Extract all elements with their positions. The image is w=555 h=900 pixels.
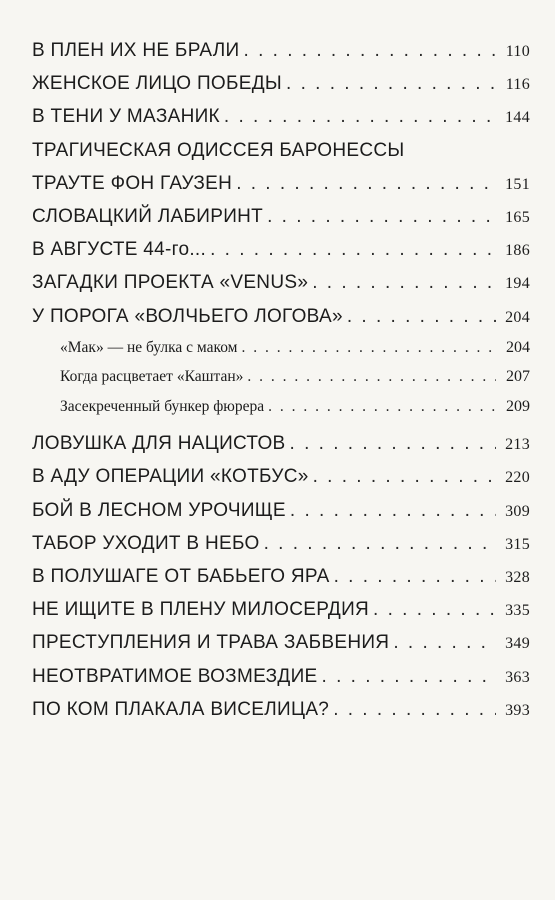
- dot-leader: [334, 560, 496, 593]
- dot-leader: [267, 200, 496, 233]
- toc-entry-title: В ПОЛУШАГЕ ОТ БАБЬЕГО ЯРА: [32, 565, 330, 587]
- toc-subentry: [32, 333, 530, 363]
- toc-entry-title: ЖЕНСКОЕ ЛИЦО ПОБЕДЫ: [32, 73, 283, 95]
- toc-entry: [32, 527, 530, 560]
- toc-entry-page: 309: [505, 502, 530, 520]
- toc-entry-title: В ТЕНИ У МАЗАНИК: [32, 106, 220, 128]
- toc-entry: [32, 693, 530, 726]
- toc-subentry-title: Когда расцветает «Каштан»: [60, 368, 244, 386]
- dot-leader: [312, 266, 496, 299]
- toc-entry: [32, 660, 530, 693]
- toc-entry-page: 186: [505, 242, 530, 260]
- toc-entry-page: 335: [505, 602, 530, 620]
- toc-entry-title: ПРЕСТУПЛЕНИЯ И ТРАВА ЗАБВЕНИЯ: [32, 632, 390, 654]
- toc-entry-title: ЗАГАДКИ ПРОЕКТА «VENUS»: [32, 272, 309, 294]
- toc-entry: [32, 626, 530, 659]
- toc-entry-title: ТРАУТЕ ФОН ГАУЗЕН: [32, 172, 233, 194]
- dot-leader: [236, 167, 496, 200]
- toc-entry-title: В ПЛЕН ИХ НЕ БРАЛИ: [32, 40, 240, 61]
- toc-entry-page: 213: [505, 436, 530, 454]
- toc-entry-title: ЛОВУШКА ДЛЯ НАЦИСТОВ: [32, 433, 286, 455]
- dot-leader: [247, 362, 496, 392]
- dot-leader: [264, 527, 496, 560]
- toc-subentry-title: Засекреченный бункер фюрера: [60, 397, 265, 415]
- toc-subentry-title: «Мак» — не булка с маком: [60, 338, 238, 356]
- toc-entry-page: 220: [505, 469, 530, 487]
- toc-subentry-page: 207: [506, 368, 530, 386]
- toc-entry-page: 349: [505, 635, 530, 653]
- dot-leader: [290, 494, 496, 527]
- dot-leader: [224, 100, 496, 133]
- toc-entry-page: 110: [505, 43, 530, 60]
- dot-leader: [290, 427, 496, 460]
- toc-subentry: [32, 362, 530, 392]
- toc-entry-title: ТРАГИЧЕСКАЯ ОДИССЕЯ БАРОНЕССЫ: [32, 139, 405, 161]
- dot-leader: [242, 333, 497, 363]
- toc-entry-title: СЛОВАЦКИЙ ЛАБИРИНТ: [32, 205, 264, 227]
- toc-entry-title: ПО КОМ ПЛАКАЛА ВИСЕЛИЦА?: [32, 698, 330, 720]
- toc-entry-page: 393: [505, 701, 530, 719]
- toc-entry-title: НЕОТВРАТИМОЕ ВОЗМЕЗДИЕ: [32, 665, 318, 687]
- toc-entry-page: 144: [505, 109, 530, 127]
- toc-entry-page: 194: [505, 275, 530, 293]
- dot-leader: [373, 593, 496, 626]
- toc-entry-title: НЕ ИЩИТЕ В ПЛЕНУ МИЛОСЕРДИЯ: [32, 599, 370, 621]
- dot-leader: [244, 34, 496, 67]
- toc-entry-title: В АВГУСТЕ 44-го...: [32, 239, 207, 261]
- dot-leader: [210, 233, 496, 266]
- toc-entry-title: В АДУ ОПЕРАЦИИ «КОТБУС»: [32, 466, 309, 488]
- toc-entry: [32, 494, 530, 527]
- toc-entry: [32, 233, 530, 266]
- toc-entry-title: БОЙ В ЛЕСНОМ УРОЧИЩЕ: [32, 499, 286, 521]
- toc-entry: [32, 34, 530, 67]
- dot-leader: [286, 67, 496, 100]
- toc-entry-page: 151: [505, 175, 530, 193]
- toc-entry-title: ТАБОР УХОДИТ В НЕБО: [32, 532, 260, 554]
- toc-entry: [32, 200, 530, 233]
- toc-entry: [32, 67, 530, 100]
- dot-leader: [393, 626, 496, 659]
- toc-entry-page: 328: [505, 568, 530, 586]
- toc-entry-page: 204: [505, 308, 530, 326]
- toc-entry: [32, 560, 530, 593]
- toc-entry-page: 315: [505, 535, 530, 553]
- dot-leader: [347, 300, 496, 333]
- dot-leader: [322, 660, 496, 693]
- toc-entry: [32, 460, 530, 493]
- toc-entry: [32, 134, 530, 167]
- toc-subentry-page: 209: [506, 397, 530, 415]
- toc-entry-page: 116: [505, 76, 530, 94]
- toc-entry: [32, 167, 530, 200]
- toc-subentry: [32, 392, 530, 422]
- toc-entry-title: У ПОРОГА «ВОЛЧЬЕГО ЛОГОВА»: [32, 305, 343, 327]
- toc-entry-page: 165: [505, 208, 530, 226]
- table-of-contents: [32, 34, 530, 726]
- dot-leader: [313, 460, 496, 493]
- toc-entry: [32, 427, 530, 460]
- toc-entry-page: 363: [505, 668, 530, 686]
- toc-entry: [32, 593, 530, 626]
- toc-entry: [32, 100, 530, 133]
- dot-leader: [268, 392, 496, 422]
- dot-leader: [333, 693, 496, 726]
- toc-entry: [32, 300, 530, 333]
- toc-subentry-page: 204: [506, 338, 530, 356]
- toc-entry: [32, 266, 530, 299]
